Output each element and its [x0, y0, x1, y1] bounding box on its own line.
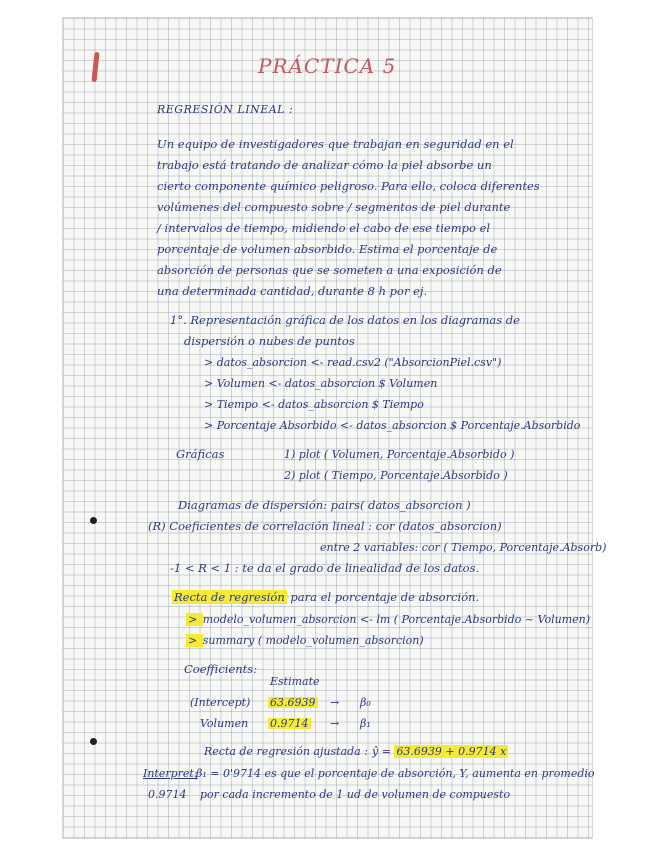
fitted-equation	[372, 746, 508, 757]
fitted-equation-rhs: 63.6939 + 0.9714 x	[396, 745, 507, 758]
estimate-label: Estimate	[270, 675, 320, 688]
plot-line: 2) plot ( Tiempo, Porcentaje.Absorbido )	[284, 469, 508, 482]
section-heading-continued: dispersión o nubes de puntos	[184, 334, 355, 348]
intro-line: absorción de personas que se someten a una exposición de	[157, 263, 502, 277]
interpret-text: β₁ = 0'9714 es que el porcentaje de absorción, Y, aumenta en promedio	[196, 767, 595, 780]
fitted-line-label: Recta de regresión ajustada :	[204, 745, 368, 758]
summary-code: summary ( modelo_volumen_absorcion)	[202, 634, 424, 647]
coef-name: (Intercept)	[190, 696, 251, 709]
intro-line: porcentaje de volumen absorbido. Estima el porcentaje de	[157, 242, 498, 256]
interpret-label: Interpret:	[143, 767, 198, 780]
model-line	[186, 614, 590, 625]
code-line: > Volumen <- datos_absorcion $ Volumen	[204, 377, 438, 390]
model-prompt-highlight: >	[188, 613, 201, 626]
code-line: > datos_absorcion <- read.csv2 ("AbsorcionPiel.csv")	[204, 356, 502, 369]
intro-line: trabajo está tratando de analizar cómo la piel absorbe un	[157, 158, 492, 172]
correlation-line: (R) Coeficientes de correlación lineal : cor (datos_absorcion)	[148, 519, 502, 533]
summary-prompt-highlight: >	[188, 634, 201, 647]
coef-value: 0.9714	[270, 717, 309, 730]
fitted-equation-lhs: ŷ =	[372, 745, 395, 758]
interpret-text-2: por cada incremento de 1 ud de volumen de compuesto	[200, 788, 511, 801]
arrow-icon: →	[330, 696, 340, 709]
correlation-two-vars: entre 2 variables: cor ( Tiempo, Porcentaje.Absorb)	[320, 541, 607, 554]
graficas-label: Gráficas	[176, 447, 225, 461]
intro-line: Un equipo de investigadores que trabajan en seguridad en el	[157, 137, 514, 151]
coef-value: 63.6939	[270, 696, 316, 709]
page-title: PRÁCTICA 5	[258, 54, 397, 78]
code-line: > Porcentaje Absorbido <- datos_absorcion $ Porcentaje.Absorbido	[204, 419, 581, 432]
section-heading: 1°. Representación gráfica de los datos en los diagramas de	[170, 313, 520, 327]
diagramas-line: Diagramas de dispersión: pairs( datos_absorcion )	[178, 498, 471, 512]
coef-beta: β₁	[360, 717, 371, 730]
binder-hole-dot	[90, 738, 97, 745]
coefficients-label: Coefficients:	[184, 662, 258, 676]
binder-hole-dot	[90, 517, 97, 524]
coef-beta: β₀	[360, 696, 371, 709]
intro-line: / intervalos de tiempo, midiendo el cabo de ese tiempo el	[157, 221, 491, 235]
intro-line: cierto componente químico peligroso. Para ello, coloca diferentes	[157, 179, 540, 193]
summary-line	[186, 635, 424, 646]
section-subtitle: REGRESIÓN LINEAL :	[157, 103, 294, 116]
interpret-value: 0.9714	[148, 788, 187, 801]
regression-heading-rest: para el porcentaje de absorción.	[290, 590, 480, 604]
regression-heading-highlight: Recta de regresión	[174, 590, 285, 604]
intro-line: una determinada cantidad, durante 8 h por ej.	[157, 284, 428, 298]
correlation-range: -1 < R < 1 : te da el grado de linealidad de los datos.	[170, 561, 480, 575]
coef-name: Volumen	[200, 717, 249, 730]
arrow-icon: →	[330, 717, 340, 730]
plot-line: 1) plot ( Volumen, Porcentaje.Absorbido )	[284, 448, 515, 461]
code-line: > Tiempo <- datos_absorcion $ Tiempo	[204, 398, 424, 411]
regression-heading	[172, 592, 479, 604]
intro-line: volúmenes del compuesto sobre / segmentos de piel durante	[157, 200, 511, 214]
model-code: modelo_volumen_absorcion <- lm ( Porcentaje.Absorbido ~ Volumen)	[202, 613, 591, 626]
